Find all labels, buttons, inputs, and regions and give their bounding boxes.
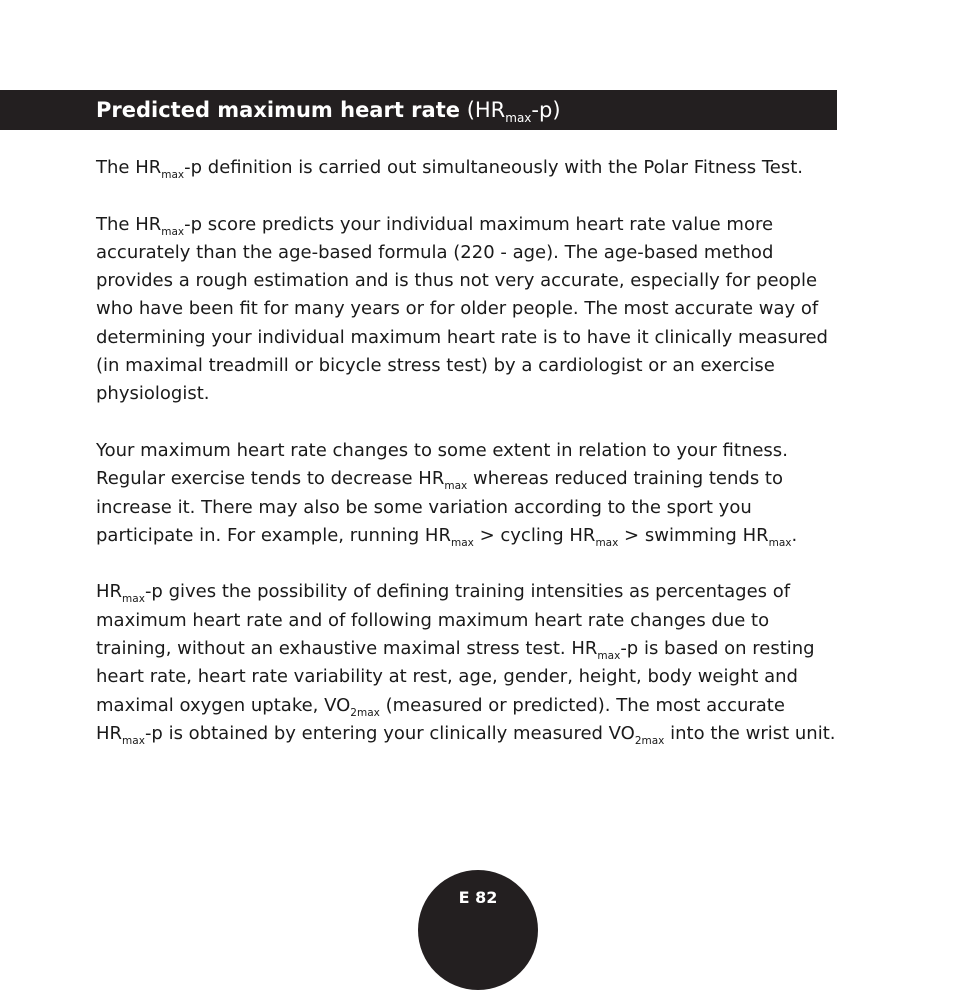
paragraph-3-subscript-4: max: [768, 536, 792, 549]
paragraph-3-subscript-3: max: [595, 536, 619, 549]
paragraph-4-subscript-5: 2max: [634, 734, 665, 747]
paragraph-1-text-cont: -p definition is carried out simultaneously with the Polar Fitness Test.: [184, 157, 804, 178]
paragraph-3-subscript-1: max: [444, 480, 468, 493]
paragraph-4-subscript-2: max: [597, 650, 621, 663]
paragraph-4-subscript-3: 2max: [350, 706, 380, 719]
section-title-suffix: -p): [531, 98, 561, 122]
paragraph-4-text-f: into the wrist unit.: [664, 722, 836, 744]
paragraph-4-text-a: HR: [96, 581, 123, 603]
section-header-bar: [0, 90, 837, 130]
section-title-bold: Predicted maximum heart rate: [96, 98, 460, 122]
paragraph-3-text-e: .: [791, 524, 798, 546]
page-number: E 82: [458, 888, 498, 907]
paragraph-4-subscript-4: max: [122, 734, 145, 747]
paragraph-4-text-b: -p gives the possibility of defining training intensities as percentages of maximum heart rate and of following maximum heart rate changes due to training, without an exhaustive maximal stress test. HR: [96, 581, 791, 660]
paragraph-4-text-e: -p is obtained by entering your clinically measured VO: [144, 722, 635, 744]
paragraph-4-subscript-1: max: [122, 593, 145, 606]
paragraph-4: [96, 578, 836, 748]
section-title-prefix: (HR: [466, 98, 506, 122]
body-text: [96, 154, 836, 777]
paragraph-3: [96, 437, 836, 550]
paragraph-3-text-c: > cycling HR: [473, 524, 596, 546]
section-title: [96, 98, 561, 125]
paragraph-4-text-d: (measured or predicted). The most accurate HR: [96, 694, 785, 744]
paragraph-2: [96, 211, 836, 409]
paragraph-1-text: The HR: [96, 157, 162, 178]
paragraph-2-subscript: max: [161, 225, 185, 238]
paragraph-1: [96, 154, 836, 182]
paragraph-3-text-b: whereas reduced training tends to increase it. There may also be some variation according to the sport you participate in. For example, running HR: [96, 468, 784, 546]
paragraph-3-text-d: > swimming HR: [618, 524, 769, 546]
paragraph-2-text-cont: -p score predicts your individual maximum heart rate value more accurately than the age-based formula (220 - age). The age-based method provides a rough estimation and is thus not very accurate, especially for people who have been fit for many years or for older people. The most accurate way of determining your individual maximum heart rate is to have it clinically measured (in maximal treadmill or bicycle stress test) by a cardiologist or an exercise physiologist.: [96, 213, 828, 405]
paragraph-3-subscript-2: max: [450, 536, 474, 549]
paragraph-1-subscript: max: [161, 169, 185, 181]
paragraph-3-text-a: Your maximum heart rate changes to some extent in relation to your fitness. Regular exercise tends to decrease HR: [96, 439, 788, 490]
section-title-subscript: max: [505, 111, 532, 125]
paragraph-4-text-c: -p is based on resting heart rate, heart rate variability at rest, age, gender, height, body weight and maximal oxygen uptake, VO: [96, 638, 815, 716]
paragraph-2-text: The HR: [96, 213, 162, 235]
